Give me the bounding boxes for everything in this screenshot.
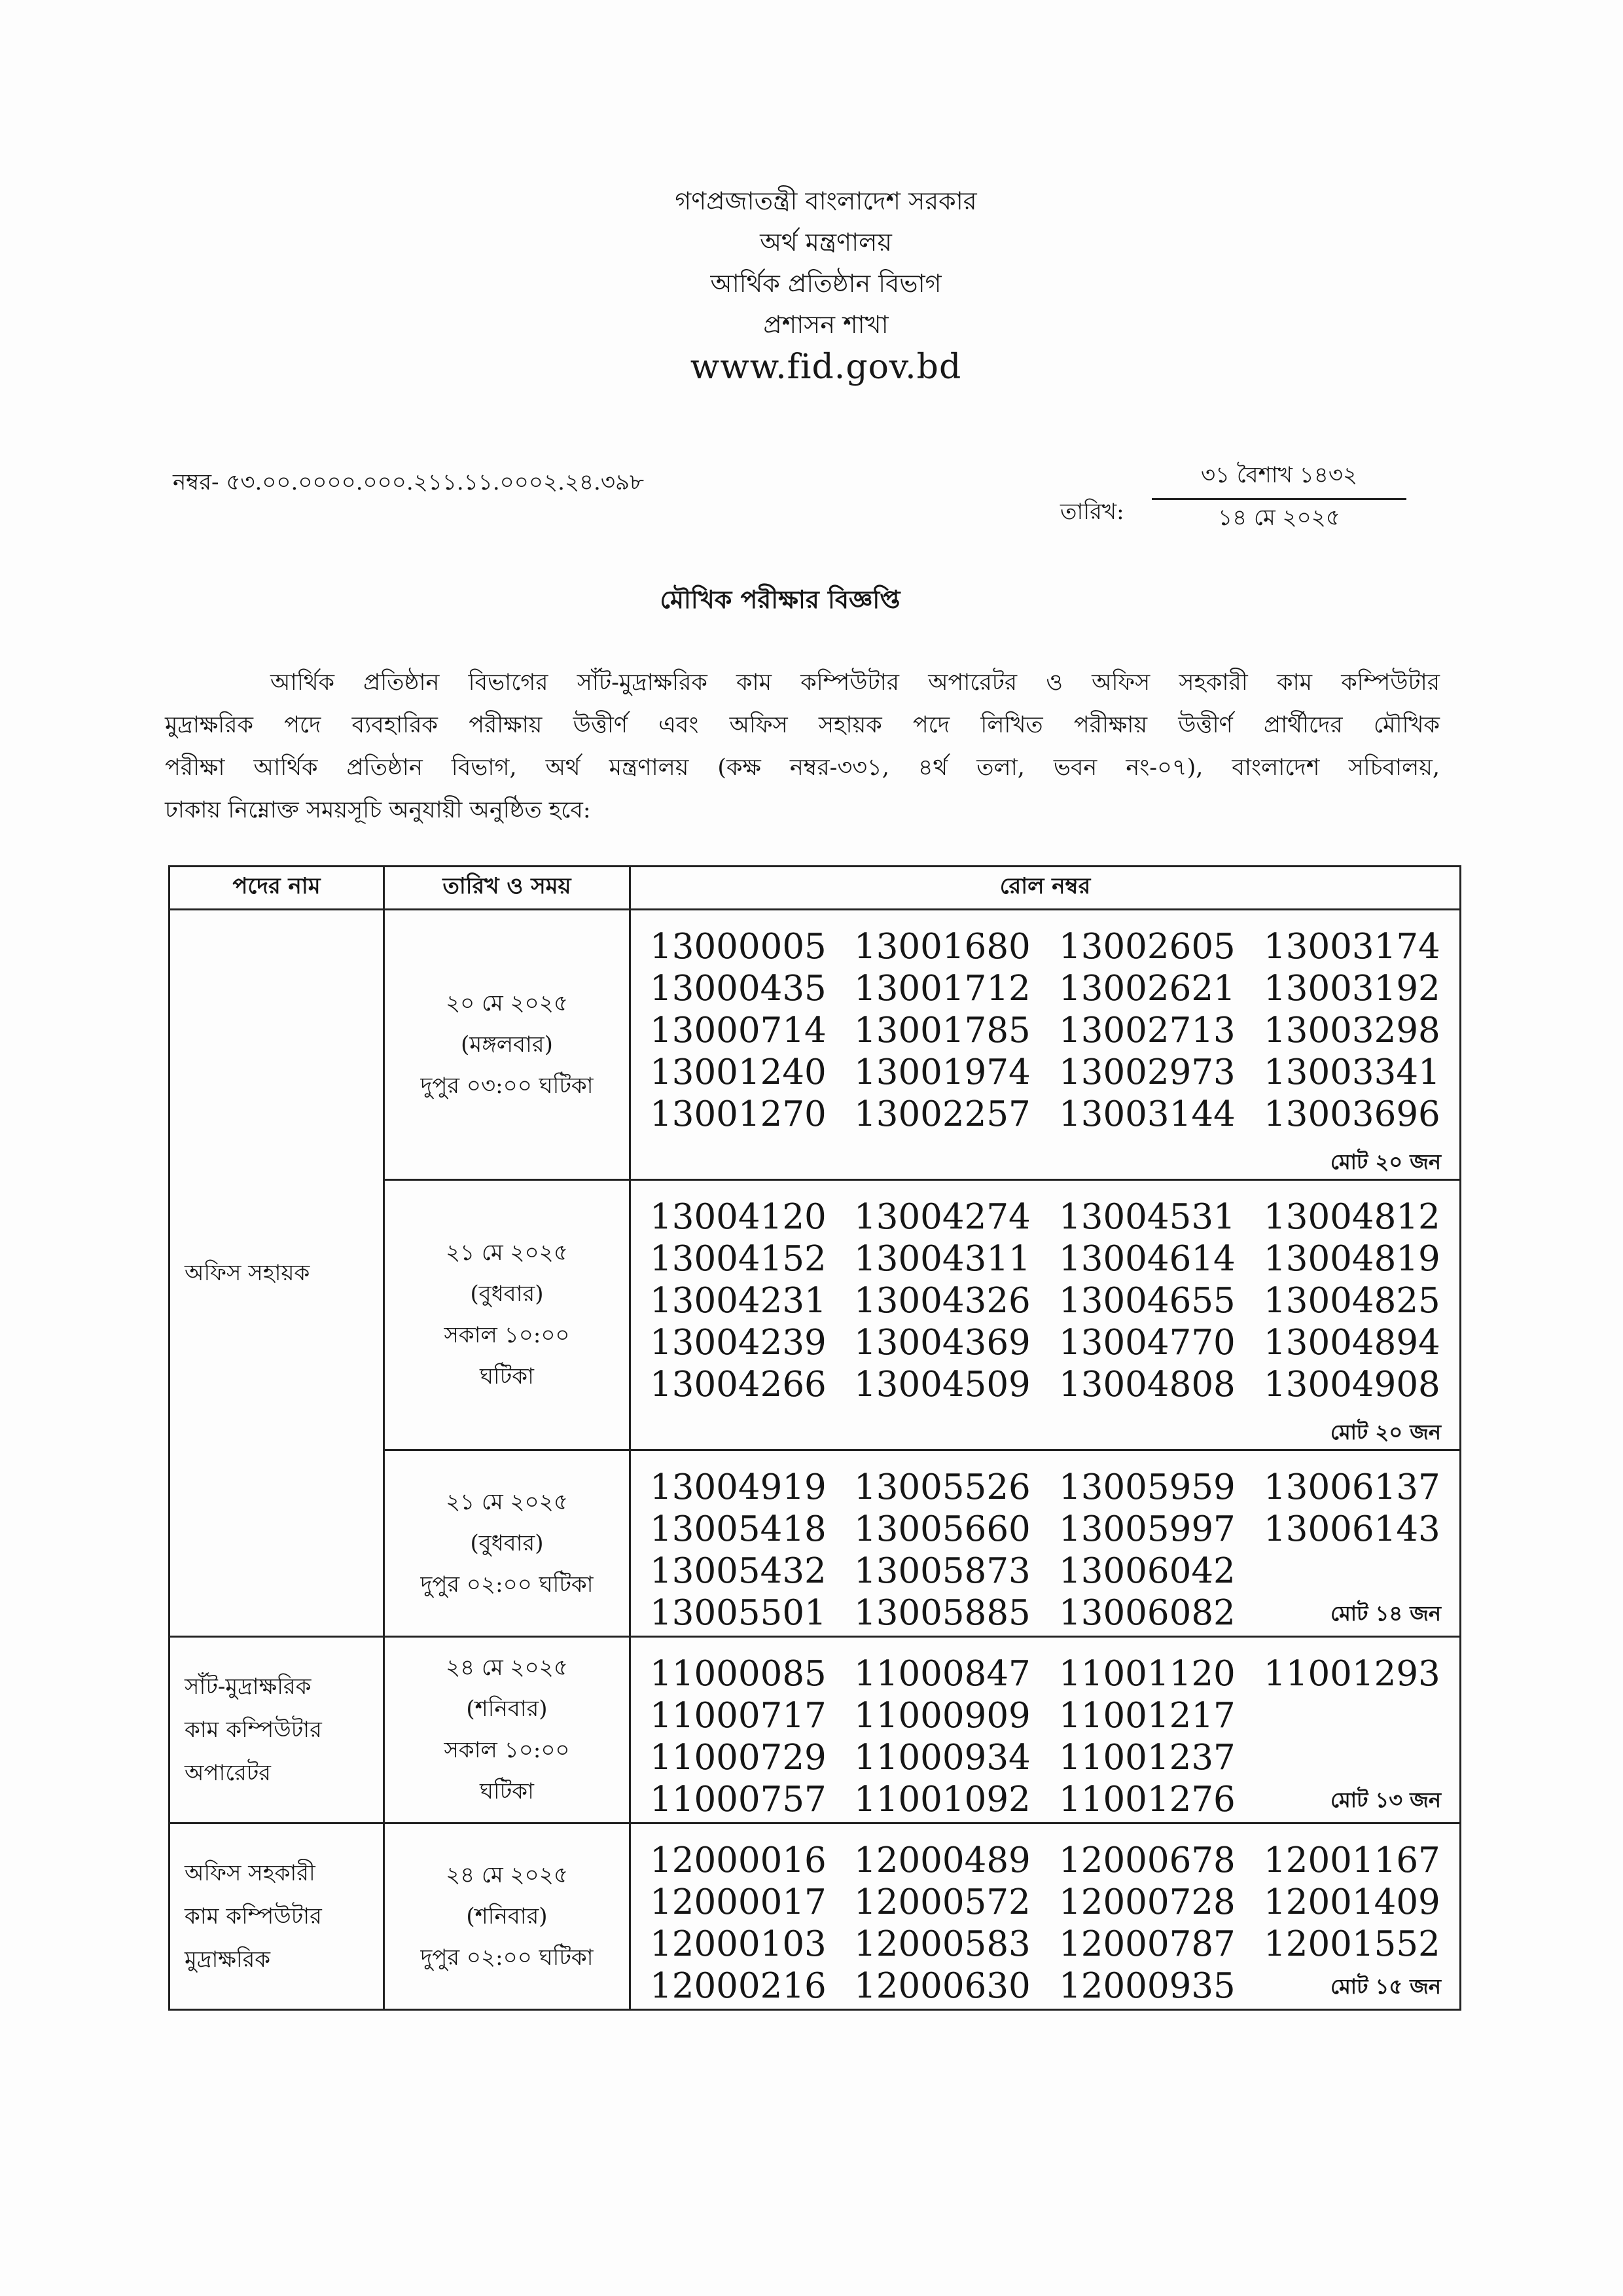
roll-number: 13000714	[650, 1011, 827, 1050]
date-time-line: দুপুর ০২:০০ ঘটিকা	[420, 1571, 594, 1598]
date-time-line: সকাল ১০:০০	[444, 1737, 570, 1763]
roll-number: 13006042	[1059, 1551, 1236, 1591]
roll-number: 13004231	[650, 1281, 827, 1321]
roll-number: 11000085	[650, 1654, 827, 1694]
roll-number: 13004919	[650, 1467, 827, 1507]
date-time-line: দুপুর ০২:০০ ঘটিকা	[420, 1944, 594, 1971]
header-ministry: অর্থ মন্ত্রণালয়	[760, 228, 892, 257]
roll-number: 13004274	[854, 1197, 1031, 1237]
schedule-table-body	[169, 910, 1461, 2010]
schedule-table	[168, 865, 1461, 2011]
roll-number: 12000016	[650, 1840, 827, 1880]
roll-number: 13004531	[1059, 1197, 1236, 1237]
roll-number: 13001240	[650, 1052, 827, 1092]
roll-number: 11001092	[854, 1780, 1031, 1820]
roll-number: 13000435	[650, 969, 827, 1009]
roll-number: 12000017	[650, 1882, 827, 1922]
date-time-cell	[384, 1823, 630, 2010]
roll-number: 12000728	[1059, 1882, 1236, 1922]
roll-number: 12000216	[650, 1966, 827, 2006]
body-line: পরীক্ষা আর্থিক প্রতিষ্ঠান বিভাগ, অর্থ মন্ত্রণালয় (কক্ষ নম্বর-৩৩১, ৪র্থ তলা, ভবন নং-০৭), বাংলাদেশ সচিবালয়,	[165, 755, 1440, 781]
roll-number: 13001270	[650, 1094, 827, 1134]
column-header-date-time: তারিখ ও সময়	[384, 867, 630, 910]
notice-body	[165, 662, 1440, 832]
schedule-row	[169, 910, 1461, 1180]
roll-number-grid	[650, 1196, 1441, 1448]
date-time-line: (বুধবার)	[470, 1281, 544, 1307]
date-time-line: ২৪ মে ২০২৫	[446, 1655, 568, 1681]
roll-number: 11000847	[854, 1654, 1031, 1694]
roll-number: 12001409	[1264, 1882, 1440, 1922]
roll-number: 13003298	[1264, 1011, 1440, 1050]
roll-number: 13006143	[1264, 1509, 1440, 1549]
post-name-cell	[169, 1823, 384, 2010]
roll-number: 13002621	[1059, 969, 1236, 1009]
total-count: মোট ২০ জন	[1330, 1420, 1441, 1444]
roll-number: 11001293	[1264, 1654, 1440, 1694]
roll-number: 11000934	[854, 1738, 1031, 1778]
roll-number: 12001552	[1264, 1924, 1440, 1964]
roll-number: 13002257	[854, 1094, 1031, 1134]
date-time-line: ২৪ মে ২০২৫	[446, 1861, 568, 1888]
roll-number: 11000757	[650, 1780, 827, 1820]
date-time-cell	[384, 910, 630, 1180]
roll-number: 13001712	[854, 969, 1031, 1009]
roll-number: 13004614	[1059, 1239, 1236, 1279]
roll-number: 13006082	[1059, 1593, 1236, 1633]
roll-number: 13004908	[1264, 1365, 1440, 1405]
body-line: আর্থিক প্রতিষ্ঠান বিভাগের সাঁট-মুদ্রাক্ষরিক কাম কম্পিউটার অপারেটর ও অফিস সহকারী কাম কম্পিউটার	[270, 670, 1440, 696]
date-time-line: (শনিবার)	[466, 1696, 548, 1722]
roll-number: 13001680	[854, 927, 1031, 967]
memo-number: নম্বর- ৫৩.০০.০০০০.০০০.২১১.১১.০০০২.২৪.৩৯৮	[173, 469, 645, 495]
schedule-table-header	[169, 867, 1461, 910]
roll-number: 13005418	[650, 1509, 827, 1549]
roll-number: 13004825	[1264, 1281, 1440, 1321]
column-header-post: পদের নাম	[169, 867, 384, 910]
roll-number: 11001217	[1059, 1696, 1236, 1736]
roll-number: 12000489	[854, 1840, 1031, 1880]
roll-number: 13004894	[1264, 1323, 1440, 1363]
roll-number: 13002713	[1059, 1011, 1236, 1050]
roll-number: 13005501	[650, 1593, 827, 1633]
roll-number: 13004812	[1264, 1197, 1440, 1237]
date-time-line: (মঙ্গলবার)	[461, 1031, 553, 1058]
roll-number: 12000572	[854, 1882, 1031, 1922]
roll-number: 11000729	[650, 1738, 827, 1778]
roll-number: 13004770	[1059, 1323, 1236, 1363]
date-time-line: ঘটিকা	[480, 1778, 534, 1804]
date-time-line: দুপুর ০৩:০০ ঘটিকা	[420, 1072, 594, 1099]
roll-number: 13003174	[1264, 927, 1440, 967]
header-branch: প্রশাসন শাখা	[763, 310, 889, 339]
roll-number: 13003696	[1264, 1094, 1440, 1134]
roll-number: 13004239	[650, 1323, 827, 1363]
roll-number: 12000935	[1059, 1966, 1236, 2006]
roll-numbers-cell	[630, 910, 1461, 1180]
roll-numbers-cell	[630, 1450, 1461, 1637]
date-time-line: (বুধবার)	[470, 1530, 544, 1556]
roll-number-grid	[650, 1840, 1441, 2007]
total-count: মোট ২০ জন	[1330, 1149, 1441, 1174]
roll-number: 13004509	[854, 1365, 1031, 1405]
post-name-line: অপারেটর	[185, 1760, 271, 1786]
roll-number-grid	[650, 1467, 1441, 1634]
roll-number: 13004369	[854, 1323, 1031, 1363]
roll-number: 13003144	[1059, 1094, 1236, 1134]
body-line: ঢাকায় নিম্নোক্ত সময়সূচি অনুযায়ী অনুষ্ঠিত হবে:	[165, 797, 591, 823]
roll-number: 13002605	[1059, 927, 1236, 967]
roll-number: 13005873	[854, 1551, 1031, 1591]
roll-number: 13005959	[1059, 1467, 1236, 1507]
roll-number: 13003341	[1264, 1052, 1440, 1092]
date-bangla: ৩১ বৈশাখ ১৪৩২	[1200, 462, 1358, 488]
date-time-cell	[384, 1450, 630, 1637]
post-name-line: মুদ্রাক্ষরিক	[185, 1946, 271, 1973]
post-name-line: সাঁট-মুদ্রাক্ষরিক	[185, 1674, 312, 1700]
post-name-line: কাম কম্পিউটার	[185, 1717, 322, 1743]
header-row	[169, 867, 1461, 910]
date-time-line: সকাল ১০:০০	[444, 1322, 570, 1348]
schedule-row	[169, 1637, 1461, 1823]
roll-numbers-cell	[630, 1180, 1461, 1450]
post-name-cell	[169, 910, 384, 1637]
date-time-line: ঘটিকা	[480, 1363, 534, 1390]
roll-number: 13003192	[1264, 969, 1440, 1009]
date-block	[1152, 460, 1406, 533]
column-header-roll-number: রোল নম্বর	[630, 867, 1461, 910]
roll-number: 13004655	[1059, 1281, 1236, 1321]
roll-number: 12000787	[1059, 1924, 1236, 1964]
roll-number: 13004326	[854, 1281, 1031, 1321]
header-division: আর্থিক প্রতিষ্ঠান বিভাগ	[710, 269, 942, 298]
roll-number: 13001974	[854, 1052, 1031, 1092]
roll-number: 13004808	[1059, 1365, 1236, 1405]
roll-number: 11001276	[1059, 1780, 1236, 1820]
roll-number: 13005660	[854, 1509, 1031, 1549]
header-government-name: গণপ্রজাতন্ত্রী বাংলাদেশ সরকার	[675, 187, 977, 215]
date-time-cell	[384, 1637, 630, 1823]
roll-number: 11001237	[1059, 1738, 1236, 1778]
header-website: www.fid.gov.bd	[690, 348, 962, 387]
roll-number: 12000630	[854, 1966, 1031, 2006]
total-count: মোট ১৫ জন	[1330, 1974, 1441, 1999]
body-line: মুদ্রাক্ষরিক পদে ব্যবহারিক পরীক্ষায় উত্তীর্ণ এবং অফিস সহায়ক পদে লিখিত পরীক্ষায় উত্তীর্ণ প্রার্থীদের মৌখিক	[165, 712, 1440, 738]
roll-number: 13006137	[1264, 1467, 1440, 1507]
roll-number: 13000005	[650, 927, 827, 967]
roll-number: 13004152	[650, 1239, 827, 1279]
date-english: ১৪ মে ২০২৫	[1218, 505, 1340, 531]
government-header	[564, 181, 1088, 389]
roll-number: 12001167	[1264, 1840, 1440, 1880]
schedule-row	[169, 1823, 1461, 2010]
roll-number: 13002973	[1059, 1052, 1236, 1092]
roll-number: 13004120	[650, 1197, 827, 1237]
date-time-line: ২০ মে ২০২৫	[446, 990, 568, 1016]
post-name-line: অফিস সহায়ক	[185, 1260, 310, 1286]
roll-number: 13005526	[854, 1467, 1031, 1507]
roll-number: 13001785	[854, 1011, 1031, 1050]
post-name-line: অফিস সহকারী	[185, 1860, 315, 1886]
roll-number-grid	[650, 926, 1441, 1177]
roll-number: 11000909	[854, 1696, 1031, 1736]
roll-number: 12000583	[854, 1924, 1031, 1964]
roll-number: 13004266	[650, 1365, 827, 1405]
post-name-cell	[169, 1637, 384, 1823]
roll-number: 13005885	[854, 1593, 1031, 1633]
roll-number-grid	[650, 1653, 1441, 1821]
date-time-line: (শনিবার)	[466, 1903, 548, 1929]
roll-number: 13005432	[650, 1551, 827, 1591]
notice-title: মৌখিক পরীক্ষার বিজ্ঞপ্তি	[660, 584, 901, 614]
roll-number: 13004311	[854, 1239, 1031, 1279]
roll-numbers-cell	[630, 1637, 1461, 1823]
roll-numbers-cell	[630, 1823, 1461, 2010]
post-name-line: কাম কম্পিউটার	[185, 1903, 322, 1929]
total-count: মোট ১৪ জন	[1330, 1601, 1441, 1626]
roll-number: 11001120	[1059, 1654, 1236, 1694]
roll-number: 13004819	[1264, 1239, 1440, 1279]
date-label: তারিখ:	[1060, 499, 1124, 525]
roll-number: 13005997	[1059, 1509, 1236, 1549]
total-count: মোট ১৩ জন	[1330, 1787, 1441, 1812]
roll-number: 12000678	[1059, 1840, 1236, 1880]
date-time-line: ২১ মে ২০২৫	[446, 1240, 568, 1266]
roll-number: 11000717	[650, 1696, 827, 1736]
date-time-line: ২১ মে ২০২৫	[446, 1488, 568, 1515]
date-divider	[1152, 498, 1406, 500]
roll-number: 12000103	[650, 1924, 827, 1964]
date-time-cell	[384, 1180, 630, 1450]
